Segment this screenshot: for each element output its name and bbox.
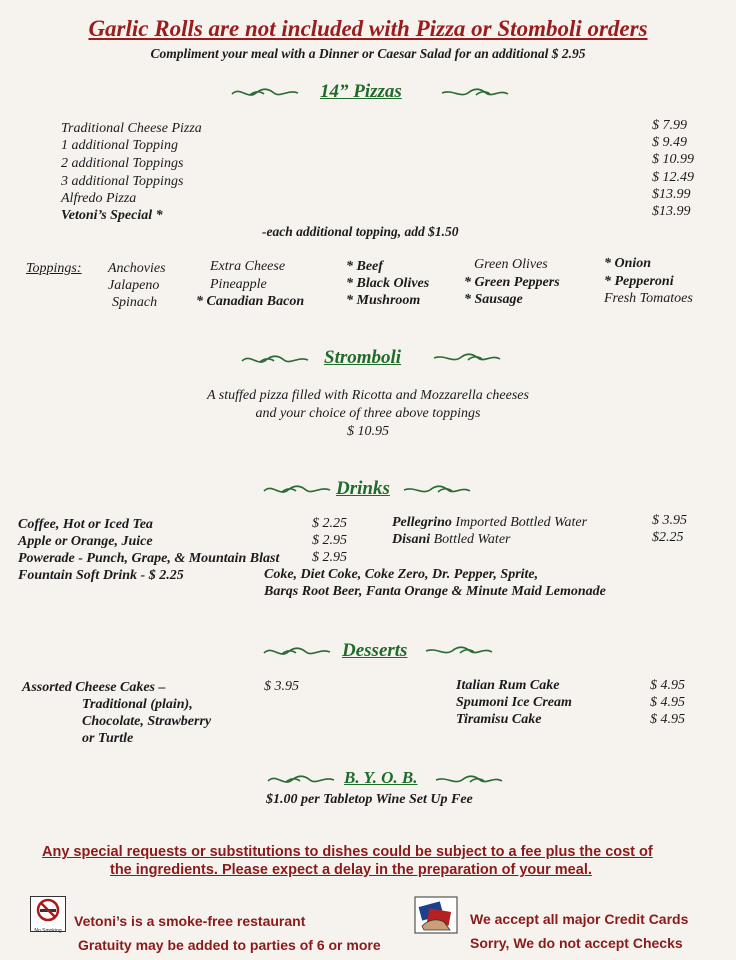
no-checks-text: Sorry, We do not accept Checks bbox=[470, 935, 683, 951]
flourish-icon bbox=[262, 644, 332, 660]
flourish-icon bbox=[230, 85, 300, 101]
topping: * Pepperoni bbox=[604, 274, 674, 289]
pizza-item: 3 additional Toppings bbox=[61, 174, 184, 189]
drink-item: Powerade - Punch, Grape, & Mountain Blast bbox=[18, 551, 280, 566]
pizza-item: Vetoni’s Special * bbox=[61, 208, 163, 223]
pizza-price: $ 10.99 bbox=[652, 152, 694, 167]
stromboli-desc: A stuffed pizza filled with Ricotta and Mozzarella cheeses bbox=[207, 388, 529, 403]
drinks-title: Drinks bbox=[336, 478, 390, 499]
credit-card-icon bbox=[414, 896, 458, 934]
topping: * Black Olives bbox=[346, 276, 430, 291]
dessert-price: $ 4.95 bbox=[650, 712, 685, 727]
soda-list: Barqs Root Beer, Fanta Orange & Minute Maid Lemonade bbox=[264, 584, 606, 599]
special-request-notice: the ingredients. Please expect a delay in the preparation of your meal. bbox=[110, 862, 592, 878]
dessert-variant: Traditional (plain), bbox=[82, 697, 193, 712]
salad-note: Compliment your meal with a Dinner or Caesar Salad for an additional $ 2.95 bbox=[150, 46, 586, 61]
soda-list: Coke, Diet Coke, Coke Zero, Dr. Pepper, Sprite, bbox=[264, 567, 539, 582]
topping: * Onion bbox=[604, 256, 652, 271]
drink-price: $ 3.95 bbox=[652, 513, 687, 528]
byob-fee: $1.00 per Tabletop Wine Set Up Fee bbox=[266, 792, 473, 807]
drink-price: $ 2.95 bbox=[312, 533, 347, 548]
drink-brand: Disani bbox=[392, 532, 431, 547]
dessert-variant: Chocolate, Strawberry bbox=[82, 714, 212, 729]
gratuity-text: Gratuity may be added to parties of 6 or more bbox=[78, 937, 381, 953]
pizza-price: $ 12.49 bbox=[652, 170, 694, 185]
topping: Green Olives bbox=[474, 257, 548, 272]
flourish-icon bbox=[266, 772, 336, 788]
flourish-icon bbox=[240, 352, 310, 368]
pizza-item: Traditional Cheese Pizza bbox=[61, 121, 202, 136]
no-smoking-label: No Smoking bbox=[34, 928, 62, 934]
topping: Anchovies bbox=[108, 261, 166, 276]
topping: Extra Cheese bbox=[210, 259, 286, 274]
special-request-notice: Any special requests or substitutions to dishes could be subject to a fee plus the cost of bbox=[42, 844, 653, 860]
fountain-drink: Fountain Soft Drink - $ 2.25 bbox=[18, 568, 184, 583]
drink-item: Pellegrino Imported Bottled Water bbox=[392, 515, 588, 530]
stromboli-desc: and your choice of three above toppings bbox=[255, 406, 481, 421]
pizza-price: $ 9.49 bbox=[652, 135, 687, 150]
flourish-icon bbox=[432, 350, 502, 366]
dessert-item: Spumoni Ice Cream bbox=[456, 695, 572, 710]
drink-price: $2.25 bbox=[652, 530, 684, 545]
topping: * Sausage bbox=[464, 292, 523, 307]
dessert-item: Italian Rum Cake bbox=[456, 678, 560, 693]
topping: * Beef bbox=[346, 259, 383, 274]
pizza-item: 2 additional Toppings bbox=[61, 156, 184, 171]
dessert-price: $ 4.95 bbox=[650, 695, 685, 710]
topping: * Mushroom bbox=[346, 293, 421, 308]
dessert-item: Tiramisu Cake bbox=[456, 712, 542, 727]
topping: * Canadian Bacon bbox=[196, 294, 305, 309]
drink-price: $ 2.25 bbox=[312, 516, 347, 531]
flourish-icon bbox=[402, 482, 472, 498]
byob-title: B. Y. O. B. bbox=[344, 768, 418, 787]
topping: Pineapple bbox=[210, 277, 267, 292]
topping-note: -each additional topping, add $1.50 bbox=[262, 224, 459, 239]
smoke-free-text: Vetoni’s is a smoke-free restaurant bbox=[74, 913, 306, 929]
pizza-price: $13.99 bbox=[652, 204, 691, 219]
pizza-item: Alfredo Pizza bbox=[61, 191, 137, 206]
drink-item: Coffee, Hot or Iced Tea bbox=[18, 517, 153, 532]
flourish-icon bbox=[440, 85, 510, 101]
credit-card-text: We accept all major Credit Cards bbox=[470, 911, 689, 927]
stromboli-title: Stromboli bbox=[324, 347, 402, 368]
flourish-icon bbox=[424, 643, 494, 659]
flourish-icon bbox=[434, 772, 504, 788]
pizza-price: $ 7.99 bbox=[652, 118, 687, 133]
flourish-icon bbox=[262, 482, 332, 498]
stromboli-price: $ 10.95 bbox=[347, 424, 389, 439]
topping: Fresh Tomatoes bbox=[604, 291, 693, 306]
drink-price: $ 2.95 bbox=[312, 550, 347, 565]
dessert-price: $ 4.95 bbox=[650, 678, 685, 693]
pizza-item: 1 additional Topping bbox=[61, 138, 178, 153]
headline: Garlic Rolls are not included with Pizza or Stomboli orders bbox=[88, 16, 648, 41]
dessert-variant: or Turtle bbox=[82, 731, 134, 746]
no-smoking-icon bbox=[30, 896, 66, 932]
drink-brand: Pellegrino bbox=[392, 515, 452, 530]
topping: Jalapeno bbox=[108, 278, 160, 293]
pizza-price: $13.99 bbox=[652, 187, 691, 202]
drink-item: Disani Bottled Water bbox=[392, 532, 511, 547]
drink-item: Apple or Orange, Juice bbox=[18, 534, 153, 549]
toppings-label: Toppings: bbox=[26, 261, 82, 276]
topping: Spinach bbox=[112, 295, 158, 310]
desserts-title: Desserts bbox=[342, 640, 408, 661]
dessert-item: Assorted Cheese Cakes – bbox=[22, 680, 166, 695]
pizzas-title: 14” Pizzas bbox=[320, 81, 402, 102]
topping: * Green Peppers bbox=[464, 275, 560, 290]
dessert-price: $ 3.95 bbox=[264, 679, 299, 694]
